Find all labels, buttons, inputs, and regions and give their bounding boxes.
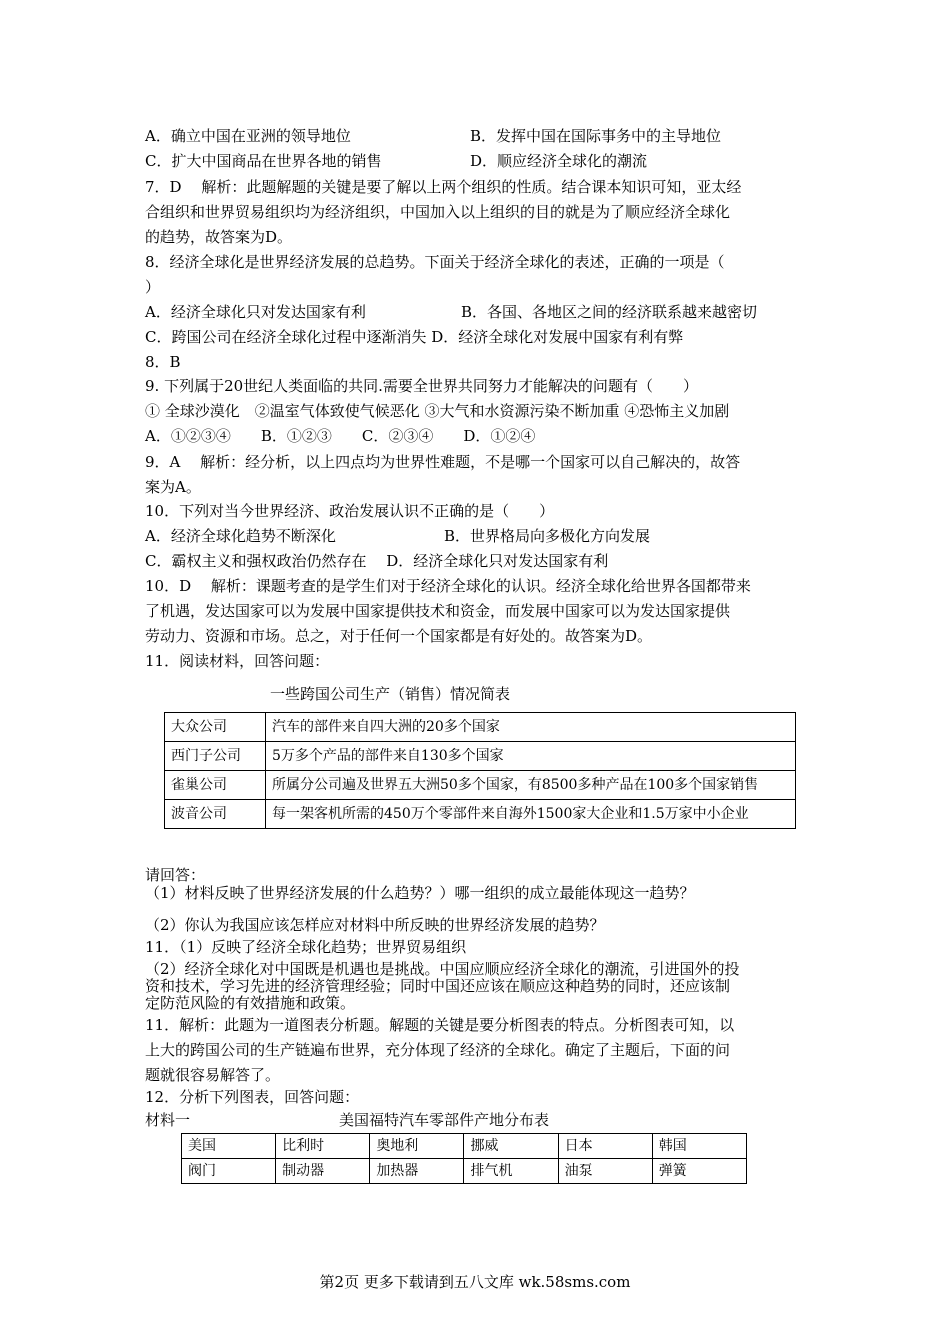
- table-cell-company: 西门子公司: [165, 742, 266, 771]
- table-row: [182, 1159, 747, 1184]
- q11-please-answer: 请回答：: [145, 866, 206, 884]
- q12-question: 12．分析下列图表，回答问题：: [145, 1088, 360, 1106]
- q10-option-b: B．世界格局向多极化方向发展: [444, 527, 651, 545]
- q11-answer-line-3: 资和技术，学习先进的经济管理经验；同时中国还应该在顺应这种趋势的同时，还应该制: [145, 977, 731, 995]
- q7-analysis-line-2: 合组织和世界贸易组织均为经济组织，中国加入以上组织的目的就是为了顺应经济全球化: [145, 203, 731, 221]
- table-cell-company: 雀巢公司: [165, 771, 266, 800]
- q11-analysis-line-3: 题就很容易解答了。: [145, 1066, 281, 1084]
- table-header-cell: 日本: [558, 1134, 652, 1159]
- table-header-cell: 美国: [182, 1134, 276, 1159]
- q12-material-label: 材料一: [145, 1111, 191, 1129]
- q9-items: ① 全球沙漠化 ②温室气体致使气候恶化 ③大气和水资源污染不断加重 ④恐怖主义加剧: [145, 402, 730, 420]
- q8-question: 8．经济全球化是世界经济发展的总趋势。下面关于经济全球化的表述，正确的一项是（: [145, 253, 725, 271]
- q6-option-d: D．顺应经济全球化的潮流: [470, 152, 648, 170]
- table-cell: 加热器: [370, 1159, 464, 1184]
- q11-subquestion-2: （2）你认为我国应该怎样应对材料中所反映的世界经济发展的趋势？: [145, 916, 605, 934]
- q8-option-a: A．经济全球化只对发达国家有利: [145, 303, 366, 321]
- q9-question: 9. 下列属于20世纪人类面临的共同.需要全世界共同努力才能解决的问题有（ ）: [145, 377, 698, 395]
- q9-answer-line-1: 9．A 解析：经分析，以上四点均为世界性难题，不是哪一个国家可以自己解决的，故答: [145, 453, 741, 471]
- q8-options-cd: C．跨国公司在经济全球化过程中逐渐消失 D．经济全球化对发展中国家有利有弊: [145, 328, 684, 346]
- q10-options-cd: C．霸权主义和强权政治仍然存在 D．经济全球化只对发达国家有利: [145, 552, 609, 570]
- q7-analysis-line-3: 的趋势，故答案为D。: [145, 228, 293, 246]
- table-cell-desc: 每一架客机所需的450万个零部件来自海外1500家大企业和1.5万家中小企业: [266, 800, 796, 829]
- q8-question-bracket: ）: [145, 278, 161, 296]
- q6-option-b: B．发挥中国在国际事务中的主导地位: [470, 127, 722, 145]
- table-row: [165, 742, 796, 771]
- table-cell: 阀门: [182, 1159, 276, 1184]
- q9-options: A．①②③④ B．①②③ C．②③④ D．①②④: [145, 427, 536, 445]
- table-header-cell: 挪威: [464, 1134, 558, 1159]
- table-row: [165, 800, 796, 829]
- q11-analysis-line-2: 上大的跨国公司的生产链遍布世界，充分体现了经济的全球化。确定了主题后，下面的问: [145, 1041, 731, 1059]
- q11-answer-line-2: （2）经济全球化对中国既是机遇也是挑战。中国应顺应经济全球化的潮流，引进国外的投: [145, 960, 740, 978]
- q11-analysis-line-1: 11．解析：此题为一道图表分析题。解题的关键是要分析图表的特点。分析图表可知，以: [145, 1016, 735, 1034]
- table-row: [165, 771, 796, 800]
- table-cell-company: 大众公司: [165, 713, 266, 742]
- q11-question: 11．阅读材料，回答问题：: [145, 652, 330, 670]
- q11-answer-line-1: 11．（1）反映了经济全球化趋势；世界贸易组织: [145, 938, 467, 956]
- table-cell: 制动器: [276, 1159, 370, 1184]
- q8-option-b: B．各国、各地区之间的经济联系越来越密切: [461, 303, 758, 321]
- table-cell: 排气机: [464, 1159, 558, 1184]
- table-cell: 油泵: [558, 1159, 652, 1184]
- table-cell: 弹簧: [652, 1159, 746, 1184]
- table-cell-desc: 汽车的部件来自四大洲的20多个国家: [266, 713, 796, 742]
- q7-analysis-line-1: 7．D 解析：此题解题的关键是要了解以上两个组织的性质。结合课本知识可知，亚太经: [145, 178, 742, 196]
- company-production-table: [164, 712, 796, 829]
- table2-caption: 美国福特汽车零部件产地分布表: [339, 1111, 550, 1129]
- table-cell-desc: 所属分公司遍及世界五大洲50多个国家，有8500多种产品在100多个国家销售: [266, 771, 796, 800]
- q11-answer-line-4: 定防范风险的有效措施和政策。: [145, 994, 356, 1012]
- q10-question: 10．下列对当今世界经济、政治发展认识不正确的是（ ）: [145, 502, 555, 520]
- q6-option-a: A．确立中国在亚洲的领导地位: [145, 127, 351, 145]
- q10-answer-line-3: 劳动力、资源和市场。总之，对于任何一个国家都是有好处的。故答案为D。: [145, 627, 653, 645]
- ford-parts-origin-table: [181, 1133, 747, 1184]
- table-header-cell: 比利时: [276, 1134, 370, 1159]
- table-header-row: [182, 1134, 747, 1159]
- table-header-cell: 韩国: [652, 1134, 746, 1159]
- table-cell-company: 波音公司: [165, 800, 266, 829]
- q11-subquestion-1: （1）材料反映了世界经济发展的什么趋势？）哪一组织的成立最能体现这一趋势？: [145, 884, 695, 902]
- q8-answer: 8．B: [145, 353, 181, 371]
- q9-answer-line-2: 案为A。: [145, 478, 201, 496]
- q10-option-a: A．经济全球化趋势不断深化: [145, 527, 336, 545]
- q10-answer-line-1: 10．D 解析：课题考查的是学生们对于经济全球化的认识。经济全球化给世界各国都带来: [145, 577, 751, 595]
- table1-caption: 一些跨国公司生产（销售）情况简表: [270, 685, 511, 703]
- table-cell-desc: 5万多个产品的部件来自130多个国家: [266, 742, 796, 771]
- page-footer: 第2页 更多下载请到五八文库 wk.58sms.com: [319, 1273, 631, 1291]
- table-row: [165, 713, 796, 742]
- q10-answer-line-2: 了机遇，发达国家可以为发展中国家提供技术和资金，而发展中国家可以为发达国家提供: [145, 602, 731, 620]
- table-header-cell: 奥地利: [370, 1134, 464, 1159]
- q6-option-c: C．扩大中国商品在世界各地的销售: [145, 152, 382, 170]
